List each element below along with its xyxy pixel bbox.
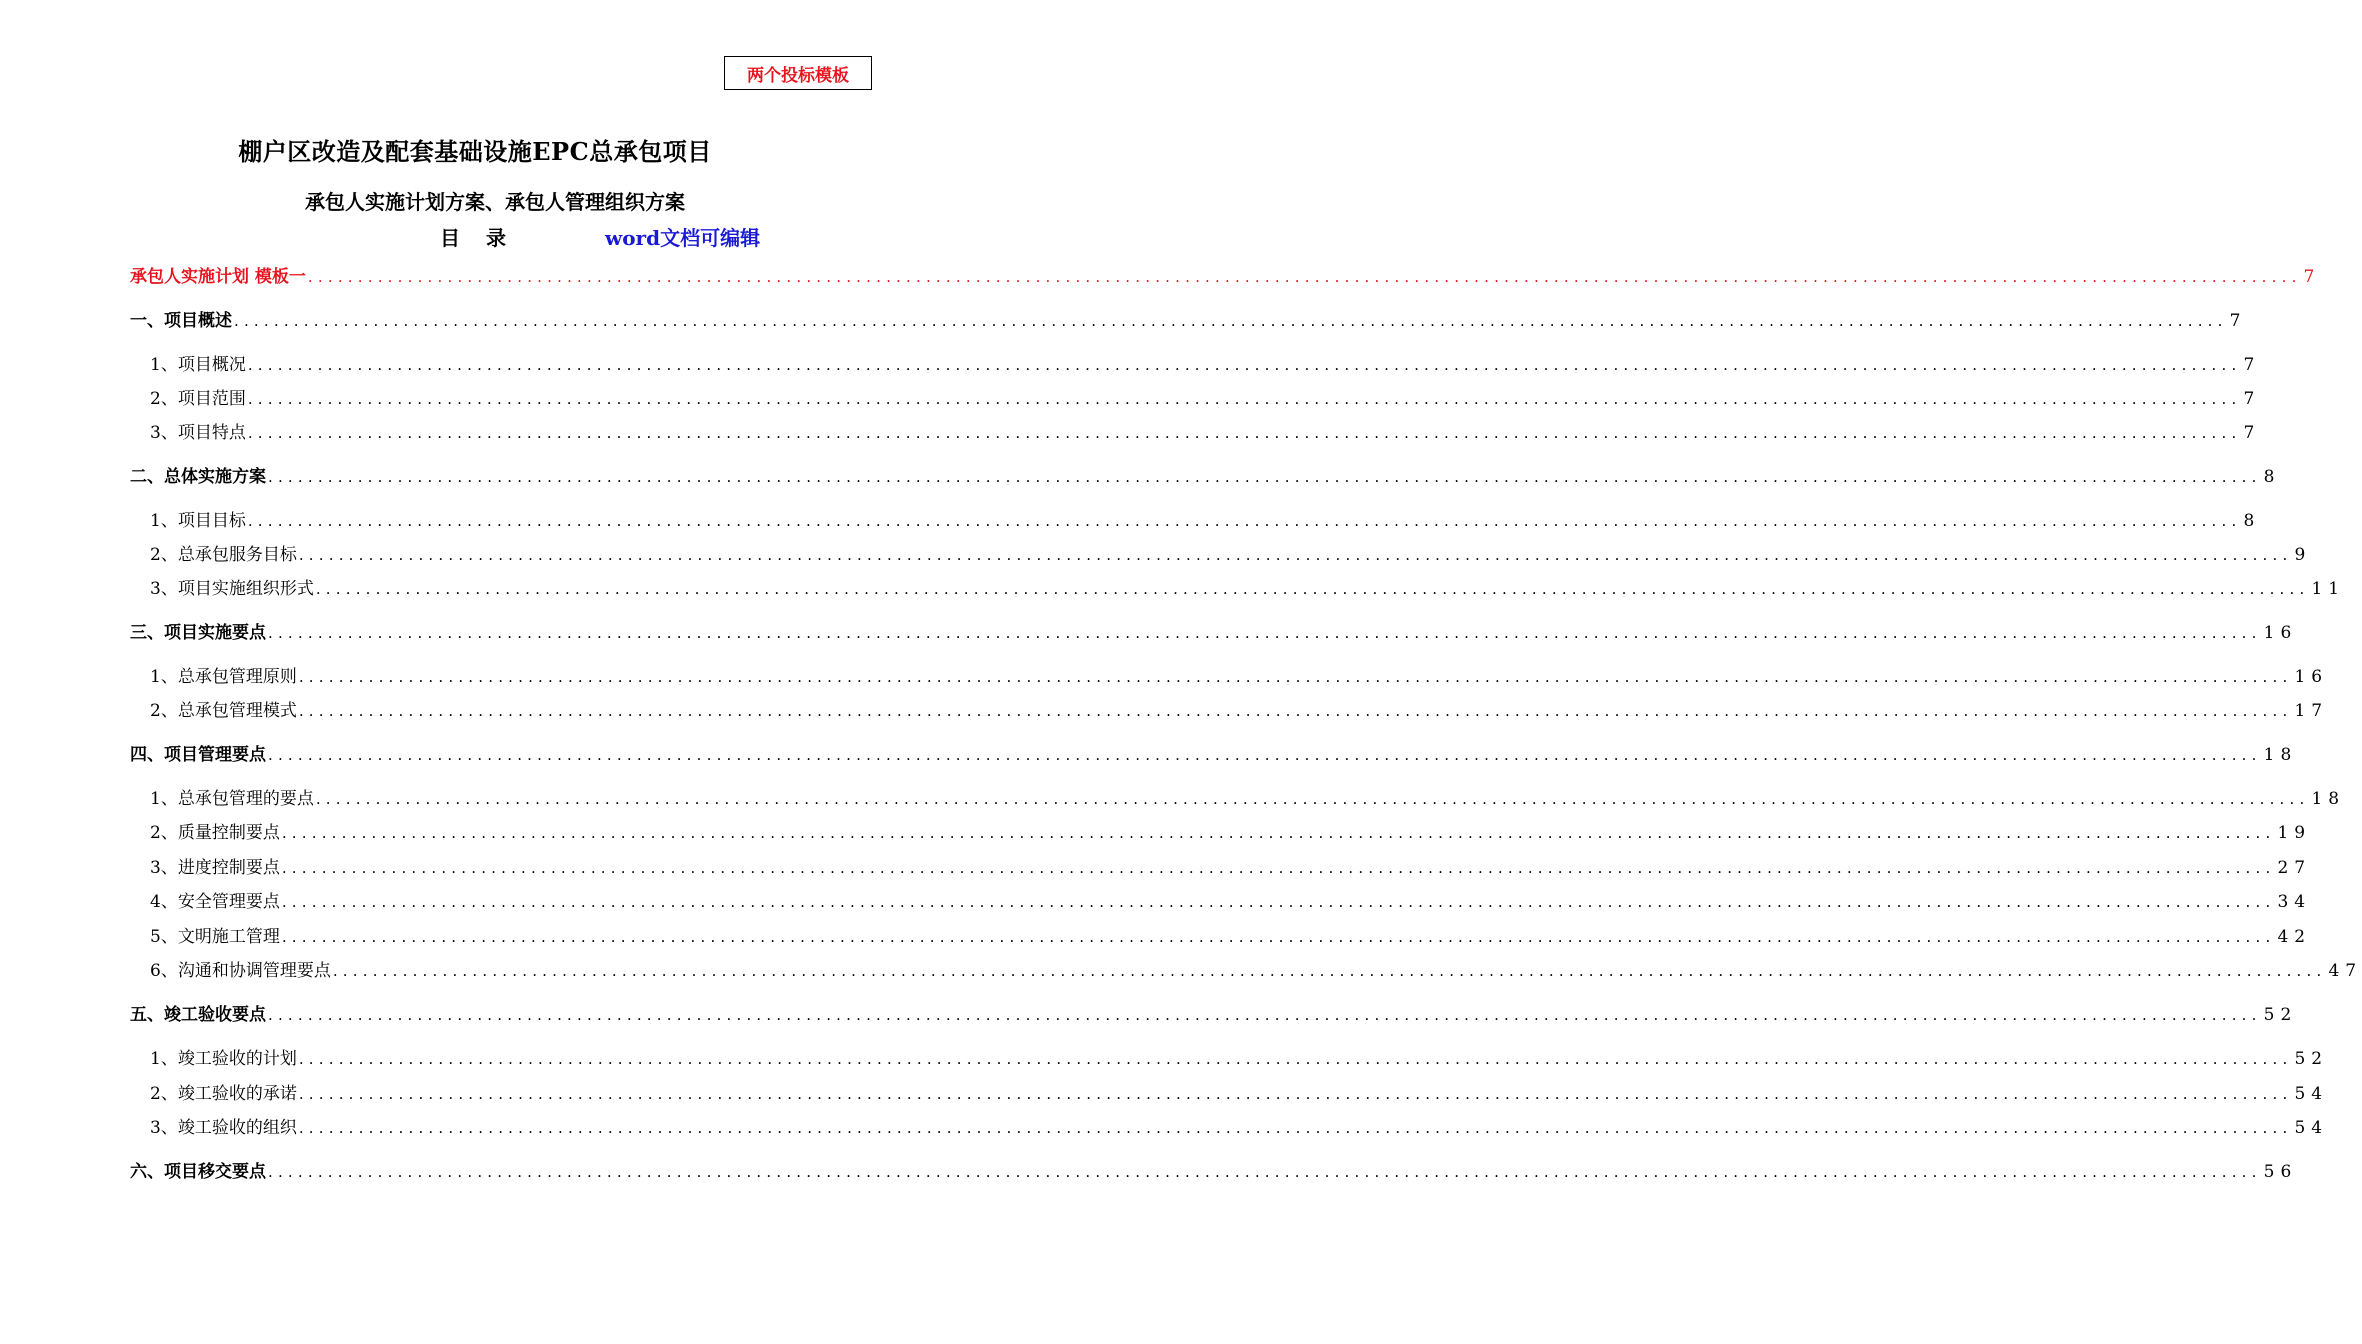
toc-entry-page: 18 bbox=[2311, 789, 2346, 809]
toc-leader-dots: ........................................................................................................................................................................................................ bbox=[315, 790, 2310, 808]
toc-entry-label: 四、项目管理要点 bbox=[130, 745, 266, 765]
toc-entry[interactable] bbox=[150, 696, 2329, 722]
toc-leader-dots: ........................................................................................................................................................................................................ bbox=[332, 962, 2327, 980]
toc-entry[interactable] bbox=[150, 1113, 2329, 1139]
toc-entry[interactable] bbox=[150, 574, 2346, 600]
toc-entry[interactable] bbox=[150, 1044, 2329, 1070]
toc-entry-label: 六、项目移交要点 bbox=[130, 1162, 266, 1182]
toc-entry-label: 1、总承包管理的要点 bbox=[150, 789, 314, 809]
toc-leader-dots: ........................................................................................................................................................................................................ bbox=[268, 624, 2262, 642]
toc-entry-page: 9 bbox=[2294, 545, 2312, 565]
toc-leader-dots: ........................................................................................................................................................................................................ bbox=[268, 746, 2262, 764]
toc-entry[interactable] bbox=[150, 887, 2312, 913]
toc-entry-label: 6、沟通和协调管理要点 bbox=[150, 961, 331, 981]
toc-heading-char-2: 录 bbox=[486, 226, 506, 250]
toc-entry-label: 3、竣工验收的组织 bbox=[150, 1118, 297, 1138]
toc-leader-dots: ........................................................................................................................................................................................................ bbox=[281, 928, 2276, 946]
toc-leader-dots: ........................................................................................................................................................................................................ bbox=[281, 893, 2276, 911]
toc-entry[interactable] bbox=[150, 350, 2261, 376]
toc-entry-label: 一、项目概述 bbox=[130, 311, 232, 331]
toc-entry-page: 16 bbox=[2263, 623, 2298, 643]
toc-entry-label: 2、质量控制要点 bbox=[150, 823, 280, 843]
toc-entry-page: 8 bbox=[2243, 511, 2261, 531]
toc-leader-dots: ........................................................................................................................................................................................................ bbox=[247, 424, 2242, 442]
toc-leader-dots: ........................................................................................................................................................................................................ bbox=[298, 546, 2293, 564]
toc-entry-page: 7 bbox=[2243, 355, 2261, 375]
toc-entry-page: 7 bbox=[2303, 267, 2321, 287]
toc-entry[interactable] bbox=[150, 922, 2312, 948]
toc-leader-dots: ........................................................................................................................................................................................................ bbox=[268, 1006, 2262, 1024]
toc-entry-page: 19 bbox=[2277, 823, 2312, 843]
toc-entry-label: 1、项目概况 bbox=[150, 355, 246, 375]
toc-heading bbox=[440, 222, 506, 251]
toc-entry-page: 17 bbox=[2294, 701, 2329, 721]
toc-leader-dots: ........................................................................................................................................................................................................ bbox=[268, 468, 2262, 486]
toc-entry-label: 3、进度控制要点 bbox=[150, 858, 280, 878]
toc-leader-dots: ........................................................................................................................................................................................................ bbox=[281, 859, 2276, 877]
toc-entry-page: 16 bbox=[2294, 667, 2329, 687]
toc-entry[interactable] bbox=[130, 618, 2298, 644]
toc-leader-dots: ........................................................................................................................................................................................................ bbox=[281, 824, 2276, 842]
toc-entry-label: 五、竣工验收要点 bbox=[130, 1005, 266, 1025]
toc-entry-label: 2、项目范围 bbox=[150, 389, 246, 409]
toc-entry[interactable] bbox=[130, 306, 2247, 332]
toc-entry-page: 47 bbox=[2328, 961, 2362, 981]
toc-entry-label: 2、总承包管理模式 bbox=[150, 701, 297, 721]
toc-entry[interactable] bbox=[130, 1000, 2298, 1026]
toc-entry[interactable] bbox=[150, 506, 2261, 532]
toc-leader-dots: ........................................................................................................................................................................................................ bbox=[268, 1163, 2262, 1181]
toc-leader-dots: ........................................................................................................................................................................................................ bbox=[298, 668, 2293, 686]
toc-leader-dots: ........................................................................................................................................................................................................ bbox=[234, 312, 2228, 330]
toc-entry-page: 8 bbox=[2263, 467, 2281, 487]
toc-entry-page: 7 bbox=[2229, 311, 2247, 331]
toc-entry[interactable] bbox=[150, 540, 2312, 566]
toc-leader-dots: ........................................................................................................................................................................................................ bbox=[247, 512, 2242, 530]
toc-entry[interactable] bbox=[150, 418, 2261, 444]
toc-leader-dots: ........................................................................................................................................................................................................ bbox=[247, 390, 2242, 408]
toc-entry[interactable] bbox=[130, 462, 2281, 488]
toc-entry[interactable] bbox=[150, 1079, 2329, 1105]
toc-entry-label: 1、竣工验收的计划 bbox=[150, 1049, 297, 1069]
toc-entry-page: 54 bbox=[2294, 1118, 2329, 1138]
toc-entry-label: 承包人实施计划 模板一 bbox=[130, 267, 306, 287]
toc-entry-label: 3、项目实施组织形式 bbox=[150, 579, 314, 599]
toc-entry[interactable] bbox=[150, 384, 2261, 410]
toc-entry[interactable] bbox=[150, 784, 2346, 810]
toc-entry[interactable] bbox=[130, 740, 2298, 766]
toc-entry-label: 5、文明施工管理 bbox=[150, 927, 280, 947]
toc-leader-dots: ........................................................................................................................................................................................................ bbox=[298, 702, 2293, 720]
toc-entry-label: 1、项目目标 bbox=[150, 511, 246, 531]
toc-entry[interactable] bbox=[150, 956, 2362, 982]
document-subtitle: 承包人实施计划方案、承包人管理组织方案 bbox=[305, 190, 685, 214]
toc-entry-label: 4、安全管理要点 bbox=[150, 892, 280, 912]
toc-entry-label: 三、项目实施要点 bbox=[130, 623, 266, 643]
toc-leader-dots: ........................................................................................................................................................................................................ bbox=[298, 1050, 2293, 1068]
toc-entry-page: 11 bbox=[2311, 579, 2346, 599]
toc-entry-page: 34 bbox=[2277, 892, 2312, 912]
toc-entry-label: 2、总承包服务目标 bbox=[150, 545, 297, 565]
toc-entry-page: 42 bbox=[2277, 927, 2312, 947]
template-badge: 两个投标模板 bbox=[724, 56, 872, 90]
toc-entry-page: 7 bbox=[2243, 389, 2261, 409]
toc-entry-page: 18 bbox=[2263, 745, 2298, 765]
toc-entry-page: 52 bbox=[2263, 1005, 2298, 1025]
toc-entry-label: 二、总体实施方案 bbox=[130, 467, 266, 487]
toc-leader-dots: ........................................................................................................................................................................................................ bbox=[298, 1119, 2293, 1137]
toc-entry[interactable] bbox=[150, 853, 2312, 879]
toc-leader-dots: ........................................................................................................................................................................................................ bbox=[307, 268, 2302, 286]
toc-entry[interactable] bbox=[150, 818, 2312, 844]
toc-entry-page: 27 bbox=[2277, 858, 2312, 878]
word-editable-note: word文档可编辑 bbox=[605, 226, 761, 250]
toc-leader-dots: ........................................................................................................................................................................................................ bbox=[298, 1085, 2293, 1103]
toc-leader-dots: ........................................................................................................................................................................................................ bbox=[315, 580, 2310, 598]
toc-entry-page: 56 bbox=[2263, 1162, 2298, 1182]
toc-entry[interactable] bbox=[150, 662, 2329, 688]
toc-entry-label: 3、项目特点 bbox=[150, 423, 246, 443]
toc-entry-label: 1、总承包管理原则 bbox=[150, 667, 297, 687]
toc-entry-label: 2、竣工验收的承诺 bbox=[150, 1084, 297, 1104]
toc-entry-page: 7 bbox=[2243, 423, 2261, 443]
toc-entry[interactable] bbox=[130, 262, 2321, 288]
document-title: 棚户区改造及配套基础设施EPC总承包项目 bbox=[238, 137, 712, 166]
toc-entry[interactable] bbox=[130, 1157, 2298, 1183]
toc-entry-page: 52 bbox=[2294, 1049, 2329, 1069]
toc-entry-page: 54 bbox=[2294, 1084, 2329, 1104]
toc-leader-dots: ........................................................................................................................................................................................................ bbox=[247, 356, 2242, 374]
toc-heading-char-1: 目 bbox=[440, 226, 460, 250]
